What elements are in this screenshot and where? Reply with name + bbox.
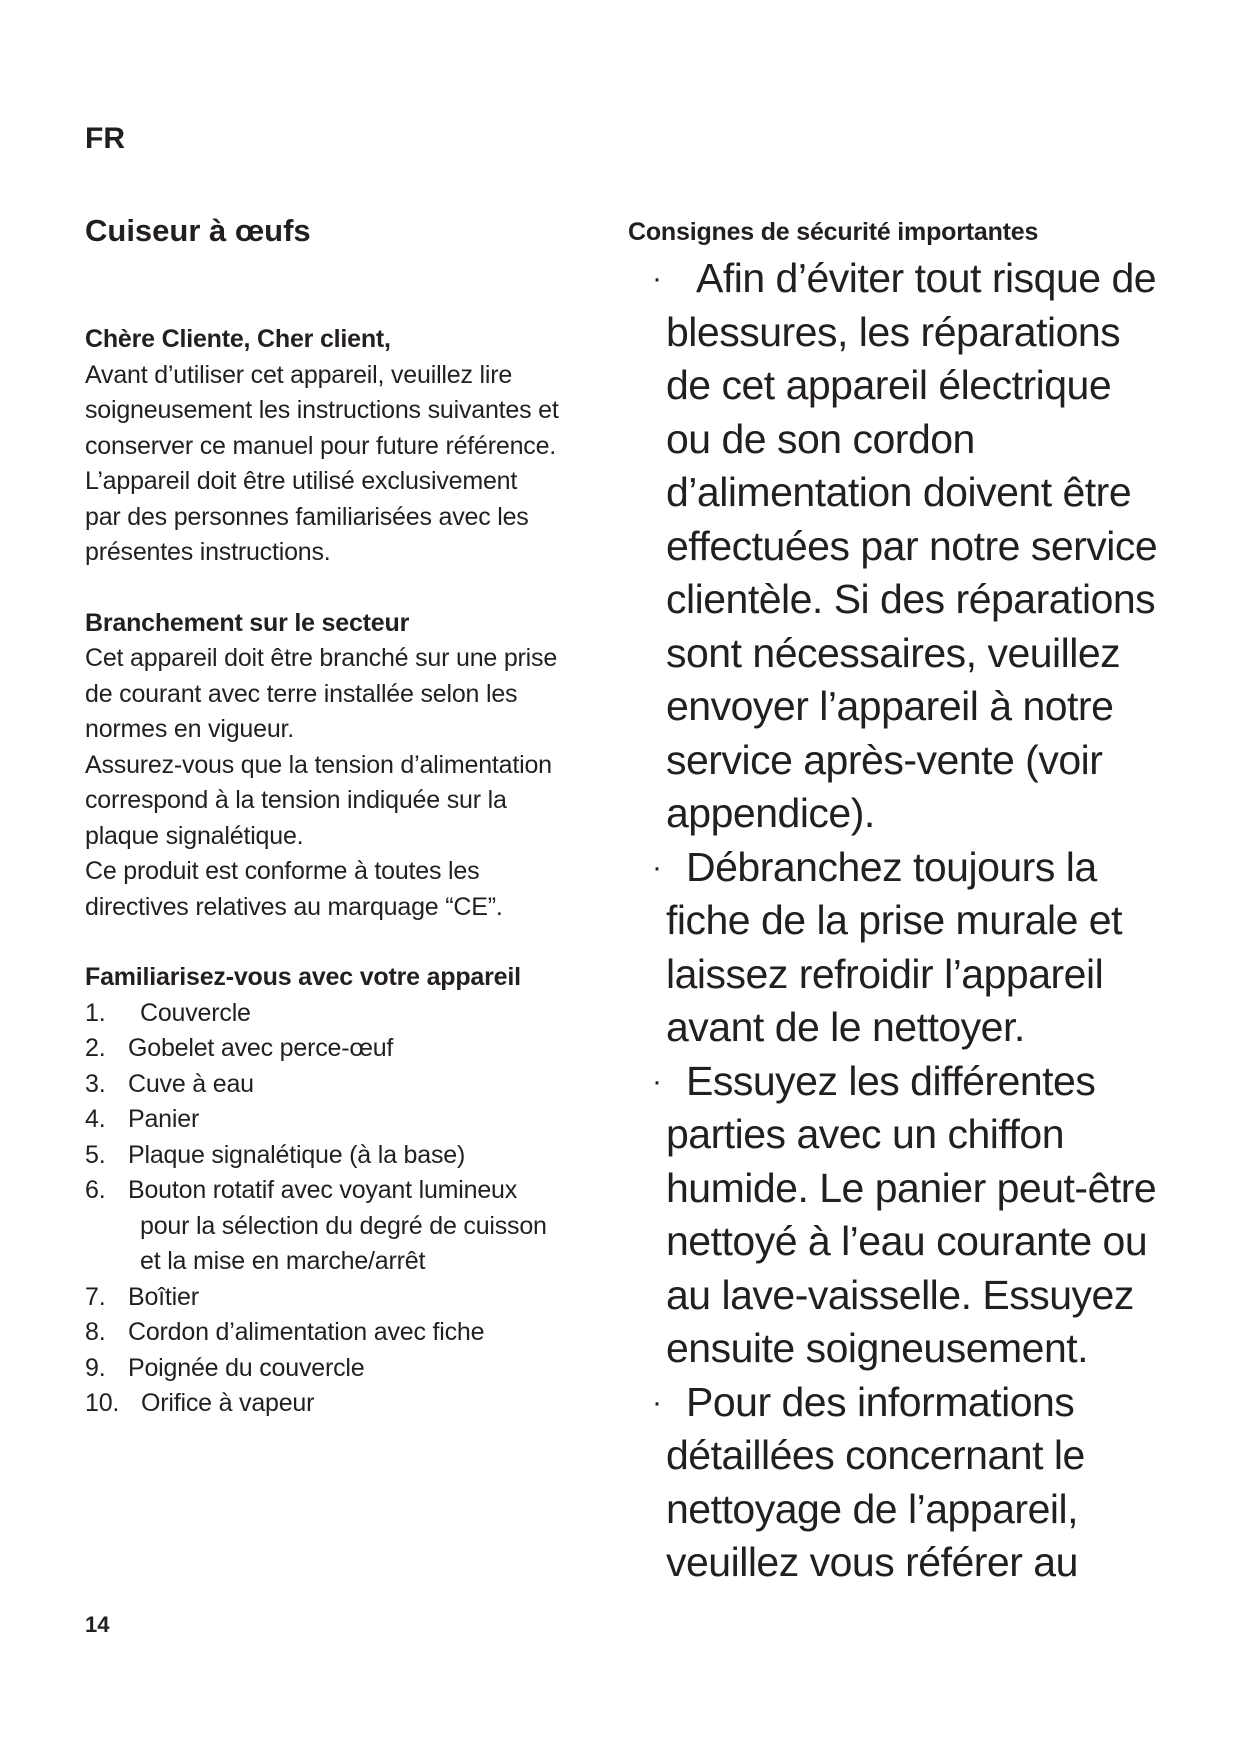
list-item: · Pour des informations détaillées concernant le nettoyage de l’appareil, veuillez vous référer au — [628, 1376, 1188, 1590]
intro-line: présentes instructions. — [85, 538, 331, 566]
intro-line: par des personnes familiarisées avec les — [85, 502, 529, 531]
safety-list — [628, 252, 1188, 1590]
mains-line: plaque signalétique. — [85, 821, 304, 850]
list-item: 2. Gobelet avec perce-œuf — [85, 1034, 394, 1062]
language-code: FR — [85, 122, 125, 155]
mains-line: Assurez-vous que la tension d’alimentation — [85, 750, 552, 779]
intro-line: conserver ce manuel pour future référence. — [85, 431, 557, 460]
list-item: 10. Orifice à vapeur — [85, 1389, 315, 1417]
mains-line: Cet appareil doit être branché sur une prise — [85, 644, 558, 672]
list-item: · Essuyez les différentes parties avec un chiffon humide. Le panier peut-être nettoyé à l’eau courante ou au lave-vaisselle. Essuyez ensuite soigneusement. — [628, 1055, 1188, 1376]
list-item: 5. Plaque signalétique (à la base) — [85, 1140, 466, 1169]
list-item: 1. Couvercle — [85, 998, 251, 1027]
mains-line: correspond à la tension indiquée sur la — [85, 786, 507, 814]
intro-line: Avant d’utiliser cet appareil, veuillez lire — [85, 360, 513, 389]
intro-heading: Chère Cliente, Cher client, — [85, 325, 391, 353]
bullet-icon: · — [652, 850, 662, 884]
bullet-icon: · — [652, 1064, 662, 1098]
list-item: · Débranchez toujours la fiche de la prise murale et laissez refroidir l’appareil avant de le nettoyer. — [628, 841, 1188, 1055]
list-item: 6. Bouton rotatif avec voyant lumineux pour la sélection du degré de cuisson et la mise en marche/arrêt — [85, 1176, 547, 1275]
list-item: 4. Panier — [85, 1105, 200, 1133]
intro-line: soigneusement les instructions suivantes et — [85, 396, 559, 424]
page-number: 14 — [85, 1612, 110, 1637]
parts-heading: Familiarisez-vous avec votre appareil — [85, 963, 521, 991]
list-item: 8. Cordon d’alimentation avec fiche — [85, 1318, 485, 1346]
list-item: 9. Poignée du couvercle — [85, 1353, 365, 1382]
left-column — [85, 322, 605, 1422]
list-item: 7. Boîtier — [85, 1282, 199, 1311]
safety-heading: Consignes de sécurité importantes — [628, 218, 1039, 246]
mains-line: directives relatives au marquage “CE”. — [85, 892, 503, 921]
intro-line: L’appareil doit être utilisé exclusivement — [85, 467, 518, 495]
page-title: Cuiseur à œufs — [85, 213, 311, 248]
bullet-icon: · — [652, 1385, 662, 1419]
parts-list — [85, 996, 605, 1422]
mains-line: normes en vigueur. — [85, 715, 295, 743]
mains-heading: Branchement sur le secteur — [85, 608, 410, 637]
mains-line: de courant avec terre installée selon les — [85, 679, 518, 708]
right-column — [628, 252, 1188, 1590]
list-item: 3. Cuve à eau — [85, 1069, 254, 1098]
mains-line: Ce produit est conforme à toutes les — [85, 857, 480, 885]
bullet-icon: · — [652, 262, 662, 295]
list-item: · Afin d’éviter tout risque de blessures, les réparations de cet appareil électrique ou de son cordon d’alimentation doivent être effectuées par notre service clientèle. Si des réparations sont nécessaires, veuillez envoyer l’appareil à notre service après-vente (voir appendice). — [628, 252, 1188, 841]
